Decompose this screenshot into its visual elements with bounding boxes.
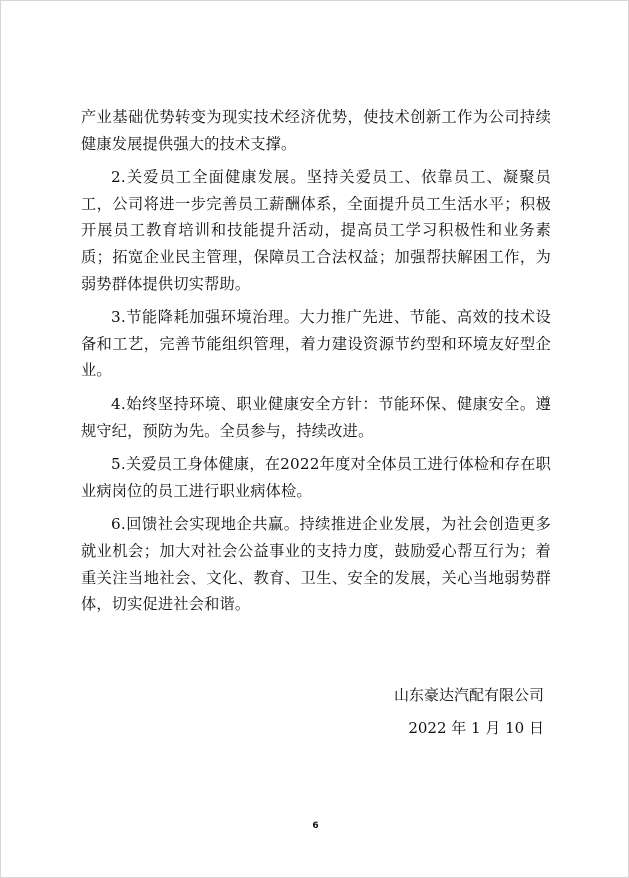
paragraph-health-checkup: 5.关爱员工身体健康，在2022年度对全体员工进行体检和存在职业病岗位的员工进行职业病体检。 — [81, 455, 551, 500]
paragraph-social-return: 6.回馈社会实现地企共赢。持续推进企业发展，为社会创造更多就业机会；加大对社会公益事业的支持力度，鼓励爱心帮互行为；着重关注当地社会、文化、教育、卫生、安全的发展，关心当地弱势群体，切实促进社会和谐。 — [81, 515, 551, 614]
paragraph-energy-saving: 3.节能降耗加强环境治理。大力推广先进、节能、高效的技术设备和工艺，完善节能组织管理，着力建设资源节约型和环境友好型企业。 — [81, 308, 551, 380]
company-signature: 山东豪达汽配有限公司 — [393, 686, 544, 704]
signature-date: 2022 年 1 月 10 日 — [408, 719, 544, 737]
paragraph-safety-policy: 4.始终坚持环境、职业健康安全方针：节能环保、健康安全。遵规守纪，预防为先。全员参与，持续改进。 — [81, 394, 551, 440]
paragraph-employee-care: 2.关爱员工全面健康发展。坚持关爱员工、依靠员工、凝聚员工，公司将进一步完善员工薪酬体系，全面提升员工生活水平；积极开展员工教育培训和技能提升活动，提高员工学习积极性和业务素质；拓宽企业民主管理，保障员工合法权益；加强帮扶解困工作，为弱势群体提供切实帮助。 — [81, 168, 551, 293]
paragraph-continuation: 产业基础优势转变为现实技术经济优势，使技术创新工作为公司持续健康发展提供强大的技术支撑。 — [81, 108, 551, 153]
page-number: 6 — [312, 821, 319, 831]
body-text — [81, 104, 551, 625]
